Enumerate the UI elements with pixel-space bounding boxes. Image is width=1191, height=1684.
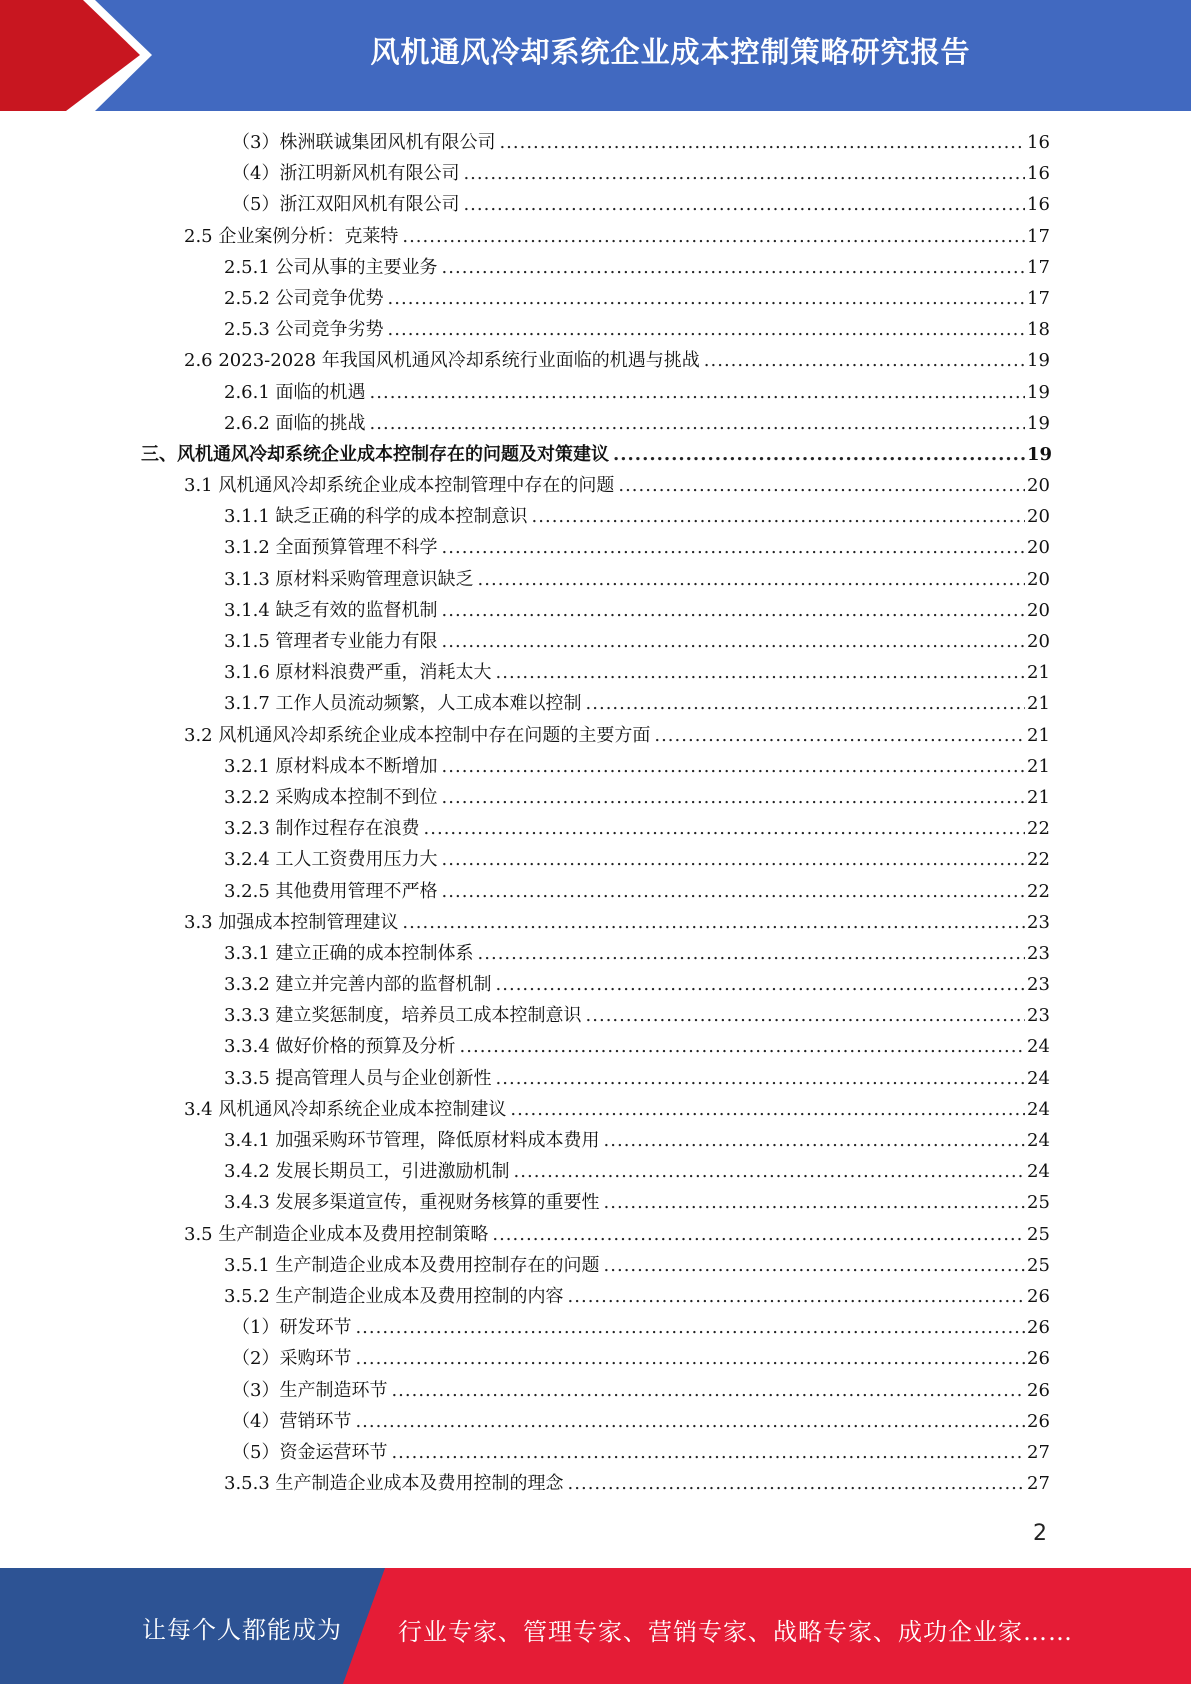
toc-entry-page: 23 [1027,1005,1050,1027]
toc-entry-title: 3.2.4 工人工资费用压力大 [224,849,438,871]
toc-dot-leader [586,688,1025,719]
toc-entry[interactable] [0,688,1191,719]
toc-entry[interactable] [0,564,1191,595]
toc-dot-leader [442,782,1025,813]
page-number: 2 [1033,1521,1047,1546]
toc-dot-leader [492,1219,1025,1250]
toc-dot-leader [388,314,1025,345]
toc-dot-leader [460,1031,1025,1062]
toc-entry-page: 21 [1027,755,1050,777]
toc-entry[interactable] [0,938,1191,969]
toc-dot-leader [604,1250,1025,1281]
toc-entry-page: 24 [1027,1161,1050,1183]
page-footer [0,1568,1191,1684]
toc-entry-title: 2.5.2 公司竞争优势 [224,287,384,309]
toc-entry-page: 26 [1027,1317,1050,1339]
toc-entry-title: 3.1.7 工作人员流动频繁，人工成本难以控制 [224,693,582,715]
toc-entry[interactable] [0,1312,1191,1343]
toc-entry-title: 3.2.1 原材料成本不断增加 [224,755,438,777]
toc-entry[interactable] [0,1437,1191,1468]
toc-dot-leader [355,1406,1025,1437]
toc-entry[interactable] [0,1094,1191,1125]
toc-entry-page: 22 [1027,880,1050,902]
toc-entry[interactable] [0,1187,1191,1218]
toc-entry-page: 19 [1027,381,1050,403]
toc-entry-title: 3.3.3 建立奖惩制度，培养员工成本控制意识 [224,1005,582,1027]
toc-entry-page: 25 [1027,1254,1050,1276]
toc-entry-page: 24 [1027,1067,1050,1089]
toc-dot-leader [586,1000,1025,1031]
toc-entry[interactable] [0,127,1191,158]
toc-entry[interactable] [0,283,1191,314]
toc-dot-leader [704,345,1025,376]
toc-dot-leader [391,1375,1025,1406]
toc-entry-title: 3.4.2 发展长期员工，引进激励机制 [224,1161,510,1183]
toc-entry-page: 22 [1027,818,1050,840]
toc-entry-page: 21 [1027,693,1050,715]
toc-entry-page: 16 [1027,132,1050,153]
toc-entry-title: 3.1.1 缺乏正确的科学的成本控制意识 [224,506,528,528]
toc-entry-title: 2.5 企业案例分析：克莱特 [184,225,399,247]
toc-entry-title: 3.1.4 缺乏有效的监督机制 [224,599,438,621]
toc-dot-leader [442,844,1025,875]
toc-entry[interactable] [0,1343,1191,1374]
toc-entry-title: 3.2.5 其他费用管理不严格 [224,880,438,902]
toc-entry-page: 19 [1027,412,1050,434]
toc-entry-title: 3.1 风机通风冷却系统企业成本控制管理中存在的问题 [184,475,615,497]
toc-dot-leader [442,532,1025,563]
toc-dot-leader [510,1094,1025,1125]
toc-entry[interactable] [0,189,1191,220]
table-of-contents [0,127,1191,1499]
toc-dot-leader [618,470,1025,501]
footer-slogan-right: 行业专家、管理专家、营销专家、战略专家、成功企业家…… [398,1618,1073,1646]
toc-entry[interactable] [0,314,1191,345]
toc-dot-leader [604,1125,1025,1156]
toc-entry-title: 3.3.2 建立并完善内部的监督机制 [224,974,492,996]
toc-entry-page: 26 [1027,1410,1050,1432]
toc-entry-page: 20 [1027,475,1050,497]
toc-entry-page: 20 [1027,568,1050,590]
toc-entry[interactable] [0,782,1191,813]
toc-dot-leader [499,127,1025,158]
toc-entry-page: 16 [1027,163,1050,185]
toc-entry[interactable] [0,1125,1191,1156]
toc-entry-title: 3.4.3 发展多渠道宣传，重视财务核算的重要性 [224,1192,600,1214]
toc-dot-leader [442,626,1025,657]
toc-entry-title: （1）研发环节 [232,1317,352,1339]
toc-entry-title: （5）资金运营环节 [232,1441,388,1463]
toc-entry[interactable] [0,408,1191,439]
toc-dot-leader [442,252,1025,283]
toc-dot-leader [370,377,1025,408]
toc-entry[interactable] [0,1250,1191,1281]
toc-entry-page: 20 [1027,537,1050,559]
toc-entry-title: 3.4 风机通风冷却系统企业成本控制建议 [184,1098,507,1120]
toc-entry[interactable] [0,1063,1191,1094]
toc-entry-page: 25 [1027,1192,1050,1214]
toc-entry-page: 18 [1027,319,1050,341]
toc-entry[interactable] [0,876,1191,907]
toc-entry-title: （5）浙江双阳风机有限公司 [232,194,460,216]
toc-entry-title: 3.4.1 加强采购环节管理，降低原材料成本费用 [224,1130,600,1151]
toc-entry-title: 2.6.2 面临的挑战 [224,412,366,434]
toc-entry-page: 17 [1027,256,1050,278]
toc-entry[interactable] [0,252,1191,283]
toc-dot-leader [442,751,1025,782]
toc-entry-title: 2.5.1 公司从事的主要业务 [224,256,438,278]
toc-dot-leader [463,158,1025,189]
toc-entry-title: 3.3.5 提高管理人员与企业创新性 [224,1067,492,1089]
toc-entry[interactable] [0,1281,1191,1312]
toc-entry[interactable] [0,1031,1191,1062]
toc-entry[interactable] [0,377,1191,408]
toc-dot-leader [355,1343,1025,1374]
toc-entry-title: 3.1.2 全面预算管理不科学 [224,537,438,559]
toc-entry[interactable] [0,1000,1191,1031]
toc-entry-page: 22 [1027,849,1050,871]
toc-entry[interactable] [0,345,1191,376]
toc-entry-page: 27 [1027,1441,1050,1463]
toc-dot-leader [424,813,1025,844]
toc-dot-leader [402,907,1025,938]
toc-entry[interactable] [0,221,1191,252]
toc-dot-leader [391,1437,1025,1468]
toc-entry-page: 23 [1027,974,1050,996]
toc-entry[interactable] [0,1219,1191,1250]
toc-entry-title: 3.3 加强成本控制管理建议 [184,911,399,933]
toc-dot-leader [355,1312,1025,1343]
toc-entry-title: 3.1.6 原材料浪费严重，消耗太大 [224,662,492,684]
toc-dot-leader [478,564,1025,595]
toc-entry-title: 3.2.3 制作过程存在浪费 [224,818,420,840]
toc-entry-page: 21 [1027,724,1050,746]
toc-entry-page: 20 [1027,599,1050,621]
toc-entry[interactable] [0,439,1191,470]
toc-entry[interactable] [0,532,1191,563]
toc-entry-page: 19 [1027,350,1050,372]
toc-entry[interactable] [0,1468,1191,1499]
toc-dot-leader [496,657,1025,688]
toc-entry-title: 3.5.1 生产制造企业成本及费用控制存在的问题 [224,1254,600,1276]
toc-entry-page: 17 [1027,287,1050,309]
toc-dot-leader [654,720,1025,751]
toc-entry-page: 27 [1027,1473,1050,1495]
toc-entry-title: 三、风机通风冷却系统企业成本控制存在的问题及对策建议 [141,443,609,465]
toc-dot-leader [604,1187,1025,1218]
toc-entry-title: 3.5.2 生产制造企业成本及费用控制的内容 [224,1285,564,1307]
toc-entry-title: （4）营销环节 [232,1410,352,1432]
toc-entry-page: 16 [1027,194,1050,216]
toc-entry-page: 21 [1027,662,1050,684]
toc-entry-title: 3.3.1 建立正确的成本控制体系 [224,942,474,964]
toc-entry-page: 23 [1027,911,1050,933]
toc-dot-leader [463,189,1025,220]
toc-entry[interactable] [0,595,1191,626]
toc-entry-title: 2.6.1 面临的机遇 [224,381,366,403]
toc-entry-title: 3.3.4 做好价格的预算及分析 [224,1036,456,1058]
toc-entry-title: 3.1.3 原材料采购管理意识缺乏 [224,568,474,590]
toc-dot-leader [568,1281,1025,1312]
toc-entry[interactable] [0,657,1191,688]
toc-entry-title: （4）浙江明新风机有限公司 [232,163,460,185]
toc-entry[interactable] [0,470,1191,501]
toc-entry-title: 3.5 生产制造企业成本及费用控制策略 [184,1223,489,1245]
toc-entry-page: 20 [1027,631,1050,652]
header-red-arrow [0,0,140,111]
toc-dot-leader [388,283,1025,314]
toc-dot-leader [442,876,1025,907]
footer-slogan-left: 让每个人都能成为 [142,1616,342,1644]
toc-entry-page: 24 [1027,1130,1050,1151]
toc-entry-page: 20 [1027,506,1050,528]
toc-entry-title: 2.6 2023-2028 年我国风机通风冷却系统行业面临的机遇与挑战 [184,350,700,372]
toc-entry[interactable] [0,969,1191,1000]
toc-entry-page: 21 [1027,786,1050,808]
toc-dot-leader [514,1156,1025,1187]
toc-entry[interactable] [0,813,1191,844]
toc-dot-leader [496,969,1025,1000]
toc-entry-page: 25 [1027,1223,1050,1245]
toc-entry[interactable] [0,626,1191,657]
toc-entry[interactable] [0,501,1191,532]
toc-entry[interactable] [0,1375,1191,1406]
toc-entry-title: （3）株洲联诚集团风机有限公司 [232,132,496,153]
toc-entry[interactable] [0,1406,1191,1437]
toc-entry-page: 26 [1027,1285,1050,1307]
toc-dot-leader [402,221,1025,252]
toc-entry[interactable] [0,907,1191,938]
toc-entry-page: 17 [1027,225,1050,247]
toc-entry-page: 23 [1027,942,1050,964]
toc-dot-leader [532,501,1025,532]
toc-entry[interactable] [0,844,1191,875]
toc-entry-page: 24 [1027,1098,1050,1120]
toc-dot-leader [370,408,1025,439]
toc-entry-title: 3.2.2 采购成本控制不到位 [224,786,438,808]
toc-entry-page: 26 [1027,1379,1050,1401]
toc-dot-leader [613,439,1025,470]
toc-dot-leader [496,1063,1025,1094]
toc-dot-leader [478,938,1025,969]
toc-entry-title: 3.1.5 管理者专业能力有限 [224,631,438,652]
toc-entry[interactable] [0,158,1191,189]
toc-entry-title: 3.2 风机通风冷却系统企业成本控制中存在问题的主要方面 [184,724,651,746]
toc-entry[interactable] [0,1156,1191,1187]
toc-dot-leader [568,1468,1025,1499]
toc-entry-title: （2）采购环节 [232,1348,352,1370]
page-header [0,0,1191,111]
report-title: 风机通风冷却系统企业成本控制策略研究报告 [370,35,971,69]
toc-entry[interactable] [0,720,1191,751]
toc-entry-page: 19 [1027,443,1053,465]
toc-entry-page: 24 [1027,1036,1050,1058]
toc-entry-title: 2.5.3 公司竞争劣势 [224,319,384,341]
toc-entry[interactable] [0,751,1191,782]
toc-entry-title: 3.5.3 生产制造企业成本及费用控制的理念 [224,1473,564,1495]
toc-dot-leader [442,595,1025,626]
toc-entry-title: （3）生产制造环节 [232,1379,388,1401]
toc-entry-page: 26 [1027,1348,1050,1370]
